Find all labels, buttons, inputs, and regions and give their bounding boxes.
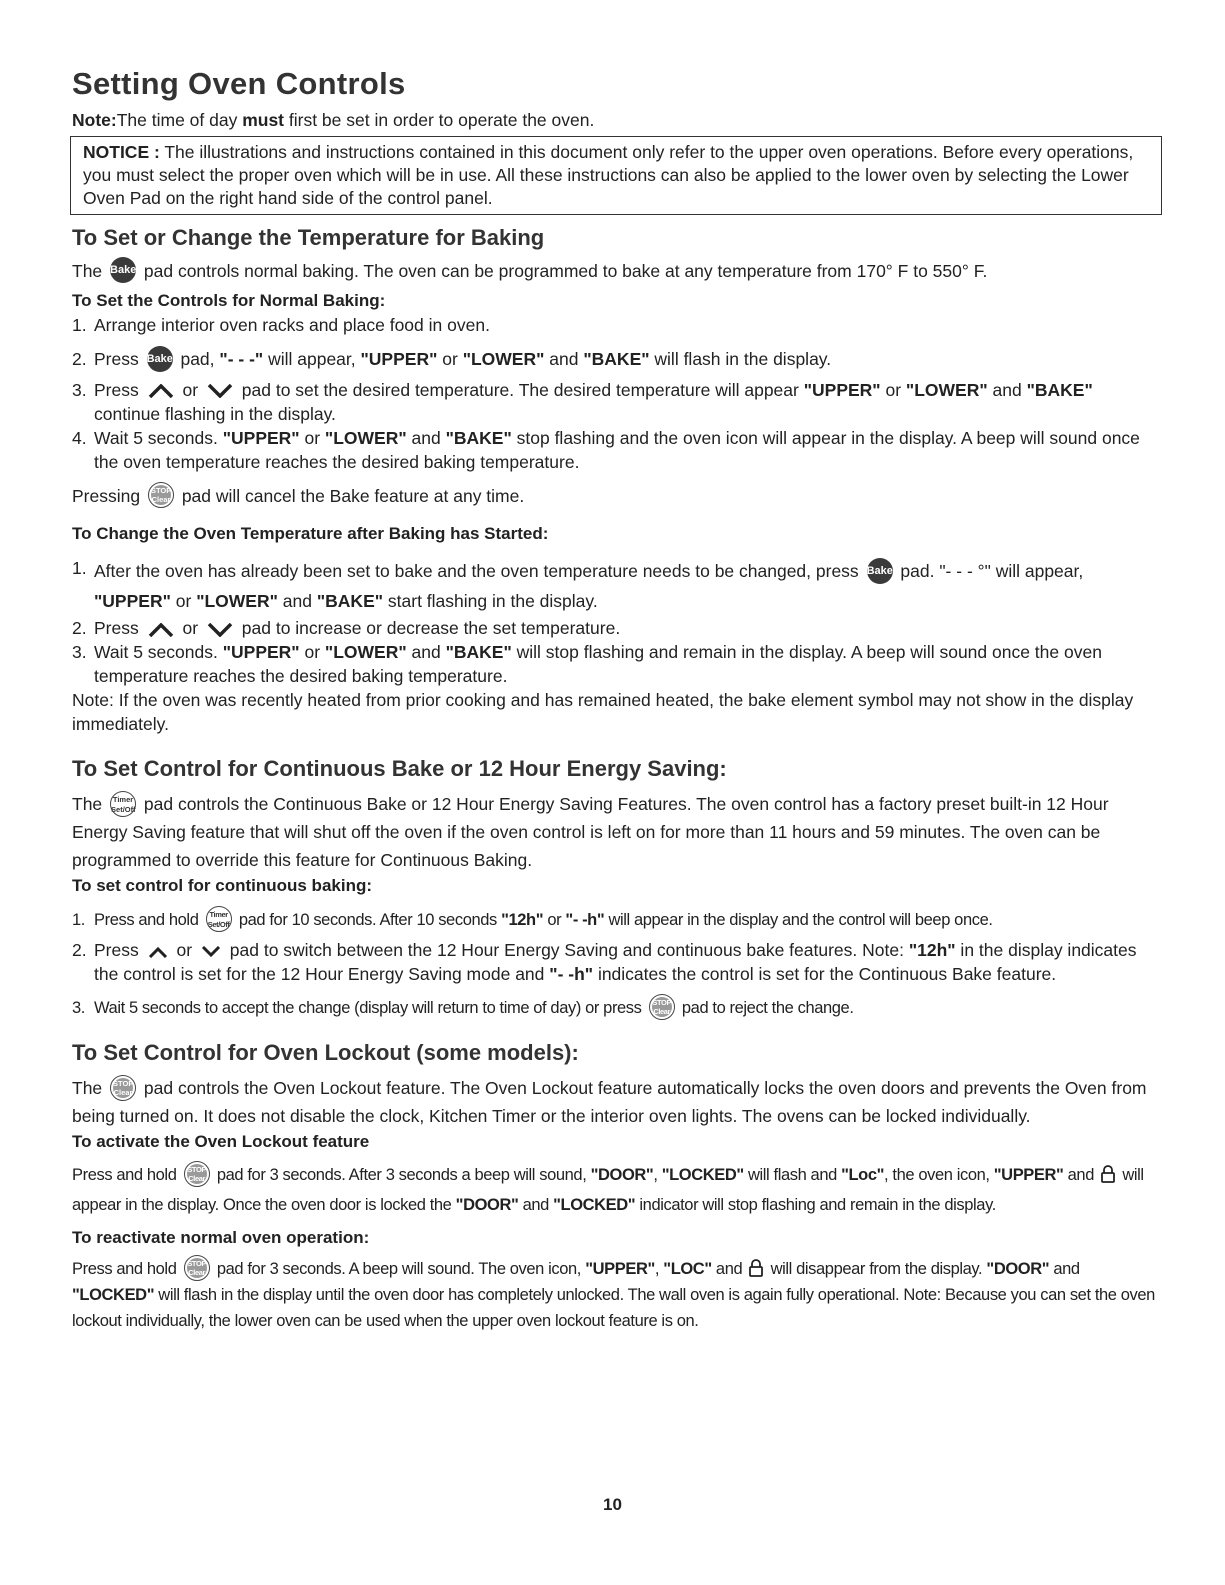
- down-arrow-icon: [207, 623, 233, 637]
- list-item: 4. Wait 5 seconds. "UPPER" or "LOWER" and "BAKE" stop flashing and the oven icon will appear in the display. A beep will sound once the oven temperature reaches the desired baking temperature.: [72, 427, 1140, 472]
- notice-box: NOTICE : The illustrations and instructions contained in this document only refer to the upper oven operations. Before every operations, you must select the proper oven which will be in use. All these instructions can also be applied to the lower oven by selecting the Lower Oven Pad on the right hand side of the control panel.: [70, 136, 1162, 215]
- timer-pad-icon: Timer Set/Off: [110, 791, 136, 817]
- bake-pad-icon: Bake: [110, 257, 136, 283]
- list-item: 3. Wait 5 seconds. "UPPER" or "LOWER" and "BAKE" will stop flashing and remain in the display. A beep will sound once the oven temperature reaches the desired baking temperature.: [72, 642, 1102, 687]
- down-arrow-icon: [207, 384, 233, 398]
- lock-icon: [749, 1259, 763, 1277]
- page-number: 10: [603, 1495, 622, 1514]
- up-arrow-icon: [148, 384, 174, 398]
- list-item: 3. Press or pad to set the desired temperature. The desired temperature will appear "UPPER" or "LOWER" and "BAKE" continue flashing in the display.: [72, 379, 1093, 424]
- timer-pad-icon: Timer Set/Off: [206, 906, 232, 932]
- normal-baking-subheading: To Set the Controls for Normal Baking:: [72, 291, 386, 311]
- lockout-intro: The STOP Clear pad controls the Oven Lockout feature. The Oven Lockout feature automatically locks the oven doors and prevents the Oven from being turned on. It does not disable the clock, Kitchen Timer or the interior oven lights. The ovens can be locked individually.: [72, 1074, 1162, 1130]
- bake-intro: The Bake pad controls normal baking. The oven can be programmed to bake at any temperature from 170° F to 550° F.: [72, 259, 1162, 283]
- lockout-section-heading: To Set Control for Oven Lockout (some models):: [72, 1040, 579, 1066]
- activate-lockout-text: Press and hold STOP Clear pad for 3 seconds. After 3 seconds a beep will sound, "DOOR", "LOCKED" will flash and "Loc", the oven icon, "UPPER" and will appear in the display. Once the oven door is locked the "DOOR" and "LOCKED" indicator will stop flashing and remain in the display.: [72, 1160, 1162, 1220]
- stop-clear-pad-icon: STOP Clear: [110, 1075, 136, 1101]
- lock-icon: [1101, 1165, 1115, 1183]
- stop-clear-pad-icon: STOP Clear: [148, 482, 174, 508]
- up-arrow-icon: [148, 623, 174, 637]
- list-item: 2. Press or pad to increase or decrease the set temperature.: [72, 618, 621, 639]
- bake-pad-icon: Bake: [147, 346, 173, 372]
- bake-section-heading: To Set or Change the Temperature for Baking: [72, 225, 545, 250]
- time-of-day-note: Note:The time of day must first be set in order to operate the oven.: [72, 110, 595, 130]
- down-arrow-icon: [201, 946, 221, 958]
- activate-lockout-subheading: To activate the Oven Lockout feature: [72, 1132, 370, 1152]
- list-item: 1. Arrange interior oven racks and place food in oven.: [72, 315, 490, 336]
- bake-pad-icon: Bake: [867, 558, 893, 584]
- cancel-bake-text: Pressing STOP Clear pad will cancel the Bake feature at any time.: [72, 484, 1162, 508]
- reactivate-subheading: To reactivate normal oven operation:: [72, 1228, 370, 1248]
- list-item: 1. After the oven has already been set to bake and the oven temperature needs to be changed, press Bake pad. "- - - °" will appear, "UPPER" or "LOWER" and "BAKE" start flashing in the display.: [72, 558, 1084, 612]
- list-item: 3. Wait 5 seconds to accept the change (display will return to time of day) or press STOP Clear pad to reject the change.: [72, 996, 1162, 1020]
- list-item: 2. Press Bake pad, "- - -" will appear, "UPPER" or "LOWER" and "BAKE" will flash in the display.: [72, 347, 1162, 371]
- stop-clear-pad-icon: STOP Clear: [184, 1161, 210, 1187]
- stop-clear-pad-icon: STOP Clear: [184, 1255, 210, 1281]
- up-arrow-icon: [148, 946, 168, 958]
- continuous-subheading: To set control for continuous baking:: [72, 876, 373, 896]
- bake-element-note: Note: If the oven was recently heated from prior cooking and has remained heated, the bake element symbol may not show in the display immediately.: [72, 690, 1134, 735]
- stop-clear-pad-icon: STOP Clear: [649, 994, 675, 1020]
- list-item: 1. Press and hold Timer Set/Off pad for 10 seconds. After 10 seconds "12h" or "- -h" will appear in the display and the control will beep once.: [72, 908, 1162, 932]
- page-title: Setting Oven Controls: [72, 66, 406, 101]
- continuous-intro: The Timer Set/Off pad controls the Continuous Bake or 12 Hour Energy Saving Features. The oven control has a factory preset built-in 12 Hour Energy Saving feature that will shut off the oven if the oven control is left on for more than 11 hours and 59 minutes. The oven can be programmed to override this feature for Continuous Baking.: [72, 790, 1162, 874]
- reactivate-text: Press and hold STOP Clear pad for 3 seconds. A beep will sound. The oven icon, "UPPER", "LOC" and will disappear from the display. "DOOR" and "LOCKED" will flash in the display until the oven door has completely unlocked. The wall oven is again fully operational. Note: Because you can set the oven lockout individually, the lower oven can be used when the upper oven lockout feature is on.: [72, 1256, 1162, 1334]
- change-temp-subheading: To Change the Oven Temperature after Baking has Started:: [72, 524, 549, 544]
- list-item: 2. Press or pad to switch between the 12 Hour Energy Saving and continuous bake features. Note: "12h" in the display indicates the control is set for the 12 Hour Energy Saving mode and "- -h" indicates the control is set for the Continuous Bake feature.: [72, 940, 1137, 985]
- continuous-section-heading: To Set Control for Continuous Bake or 12 Hour Energy Saving:: [72, 756, 727, 782]
- page-content: [72, 66, 1162, 1334]
